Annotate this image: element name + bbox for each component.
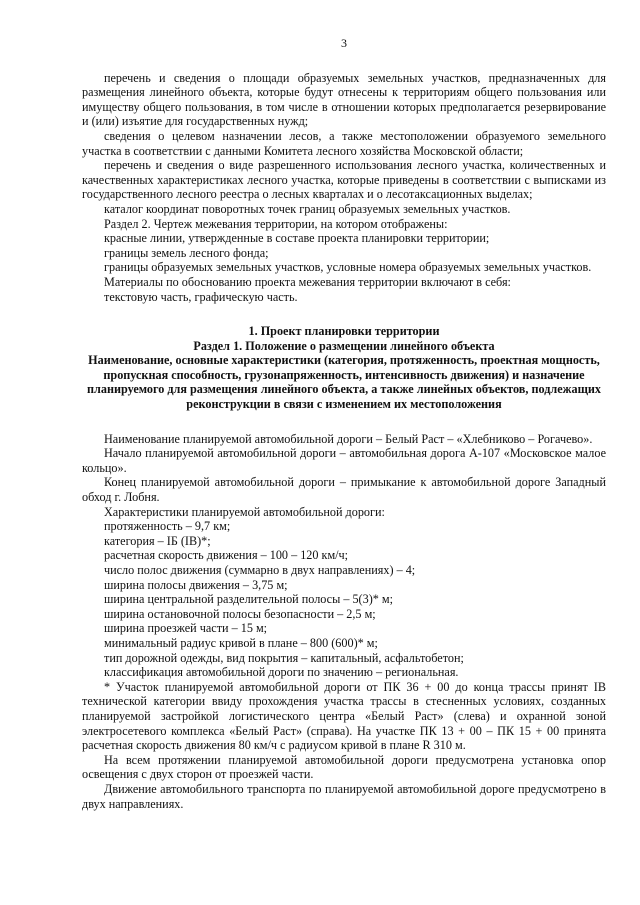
paragraph: границы земель лесного фонда; (104, 245, 269, 260)
paragraph: перечень и сведения о виде разрешенного использования лесного участка, количественных и качественных характеристиках лесного участка, которые приведены в соответствии с выписками из государственного лесного реестра о лесных кварталах и о лесотаксационных выделах; (82, 158, 606, 202)
paragraph: Наименование планируемой автомобильной дороги – Белый Раст – «Хлебниково – Рогачево». (104, 431, 593, 446)
paragraph: На всем протяжении планируемой автомобильной дороги предусмотрена установка опор освещения с двух сторон от проезжей части. (82, 752, 606, 782)
paragraph: перечень и сведения о площади образуемых земельных участков, предназначенных для размещения линейного объекта, которые будут отнесены к территориям общего пользования или имуществу общего пользования, в том числе в отношении которых предполагается резервирование и (или) изъятие для государственных нужд; (82, 70, 606, 129)
paragraph: красные линии, утвержденные в составе проекта планировки территории; (104, 231, 490, 246)
paragraph: каталог координат поворотных точек границ образуемых земельных участков. (104, 201, 511, 216)
characteristics-list (82, 519, 606, 680)
intro-section (82, 71, 606, 305)
paragraph: Начало планируемой автомобильной дороги – автомобильная дорога А-107 «Московское малое кольцо». (82, 446, 606, 475)
paragraph: текстовую часть, графическую часть. (104, 289, 298, 304)
paragraph: границы образуемых земельных участков, условные номера образуемых земельных участков. (104, 260, 592, 275)
paragraph: Конец планируемой автомобильной дороги – примыкание к автомобильной дороге Западный обход г. Лобня. (82, 475, 606, 505)
list-item: ширина остановочной полосы безопасности – 2,5 м; (104, 606, 376, 621)
section-heading: Наименование, основные характеристики (категория, протяженность, проектная мощность, пропускная способность, грузонапряженность, интенсивность движения) и назначение планируемого для размещения линейного объекта, а также линейных объектов, подлежащих реконструкции в связи с изменением их местоположения (87, 353, 601, 412)
page-number: 3 (341, 36, 347, 50)
section-heading: 1. Проект планировки территории (248, 324, 440, 339)
paragraph: Раздел 2. Чертеж межевания территории, на котором отображены: (104, 216, 448, 231)
list-item: число полос движения (суммарно в двух направлениях) – 4; (104, 563, 416, 577)
road-section (82, 432, 606, 811)
footnote-paragraph: * Участок планируемой автомобильной дороги от ПК 36 + 00 до конца трассы принят IВ технической категории ввиду прохождения участка трассы в стесненных условиях, созданных планируемой застройкой логистического центра «Белый Раст» (слева) и охранной зоной электросетевого комплекса «Белый Раст» (справа). На участке ПК 13 + 00 – ПК 15 + 00 принята расчетная скорость движения 80 км/ч с радиусом кривой в плане R 310 м. (82, 679, 606, 753)
list-item: ширина проезжей части – 15 м; (104, 621, 268, 636)
list-item: классификация автомобильной дороги по значению – региональная. (104, 665, 459, 680)
list-item: ширина центральной разделительной полосы – 5(3)* м; (104, 592, 394, 607)
list-item: категория – IБ (IВ)*; (104, 533, 211, 548)
paragraph: Характеристики планируемой автомобильной дороги: (104, 504, 385, 519)
section-headings (82, 324, 606, 412)
paragraph: Движение автомобильного транспорта по планируемой автомобильной дороге предусмотрено в двух направлениях. (82, 781, 606, 811)
list-item: расчетная скорость движения – 100 – 120 км/ч; (104, 548, 349, 563)
document-page (82, 28, 606, 811)
list-item: ширина полосы движения – 3,75 м; (104, 577, 288, 592)
list-item: протяженность – 9,7 км; (104, 519, 231, 534)
list-item: минимальный радиус кривой в плане – 800 (600)* м; (104, 635, 378, 650)
paragraph: сведения о целевом назначении лесов, а также местоположении образуемого земельного участка в соответствии с данными Комитета лесного хозяйства Московской области; (82, 128, 606, 158)
list-item: тип дорожной одежды, вид покрытия – капитальный, асфальтобетон; (104, 650, 464, 665)
paragraph: Материалы по обоснованию проекта межевания территории включают в себя: (104, 274, 511, 289)
section-heading: Раздел 1. Положение о размещении линейного объекта (193, 338, 495, 353)
